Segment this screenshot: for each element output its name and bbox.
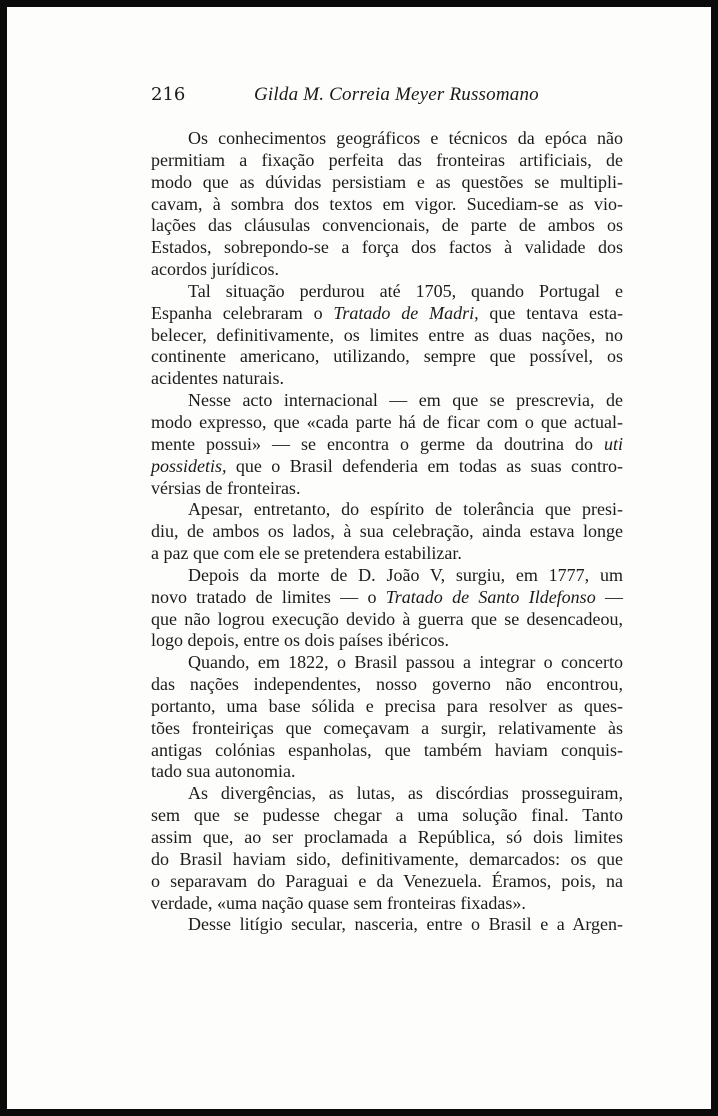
text-line: possidetis, que o Brasil defenderia em todas as suas contro- [151,455,623,476]
text-line: permitiam a fixação perfeita das fronteiras artificiais, de [151,149,623,170]
italic-term: Tratado de Madri, [333,302,479,323]
text-line: cavam, à sombra dos textos em vigor. Sucediam-se as vio- [151,193,623,214]
paragraph [151,652,623,783]
text-line: novo tratado de limites — o Tratado de Santo Ildefonso — [151,586,624,607]
paragraph [151,565,623,652]
paragraph [151,281,623,390]
text-line: Desse litígio secular, nasceria, entre o Brasil e a Argen- [188,914,623,935]
text-line: a paz que com ele se pretendera estabilizar. [151,543,462,564]
text-line: Estados, sobrepondo-se a força dos factos à validade dos [151,237,623,258]
italic-term: Tratado de Santo Ildefonso [385,586,596,607]
text-line: Apesar, entretanto, do espírito de tolerância que presi- [188,499,623,520]
body-text [151,128,623,936]
text-line: o separavam do Paraguai e da Venezuela. Éramos, pois, na [151,870,623,891]
text-line: acidentes naturais. [151,368,284,389]
text-line: modo expresso, que «cada parte há de ficar com o que actual- [151,411,623,432]
text-line: lações das cláusulas convencionais, de parte de ambos os [151,215,623,236]
text-line: Quando, em 1822, o Brasil passou a integrar o concerto [188,652,623,673]
italic-term: uti [603,433,623,454]
italic-term: possidetis, [151,455,227,476]
page-number: 216 [151,84,186,105]
text-line: vérsias de fronteiras. [151,477,301,498]
text-line: tado sua autonomia. [151,761,296,782]
text-line: belecer, definitivamente, os limites entre as duas nações, no [151,324,623,345]
text-line: das nações independentes, nosso governo não encontrou, [151,674,623,695]
paragraph [151,914,623,936]
text-line: sem que se pudesse chegar a uma solução final. Tanto [151,805,623,826]
text-line: assim que, ao ser proclamada a República, só dois limites [151,827,623,847]
paragraph [151,390,623,499]
running-head-author: Gilda M. Correia Meyer Russomano [254,84,539,105]
text-line: mente possui» — se encontra o germe da doutrina do uti [151,433,623,454]
text-line: tões fronteiriças que começavam a surgir, relativamente às [151,717,623,738]
text-line: logo depois, entre os dois países ibéricos. [151,630,449,651]
paragraph [151,499,623,565]
text-line: diu, de ambos os lados, à sua celebração, ainda estava longe [151,521,623,542]
text-line: acordos jurídicos. [151,259,279,280]
text-line: modo que as dúvidas persistiam e as questões se multipli- [151,171,623,192]
text-line: Os conhecimentos geográficos e técnicos da epóca não [188,128,623,148]
text-line: Tal situação perdurou até 1705, quando Portugal e [188,280,623,301]
paragraph [151,128,623,281]
text-line: do Brasil haviam sido, definitivamente, demarcados: os que [151,848,623,869]
text-line: Depois da morte de D. João V, surgiu, em 1777, um [188,564,623,585]
text-line: que não logrou execução devido à guerra que se desencadeou, [151,608,623,629]
paragraph [151,783,623,914]
text-line: As divergências, as lutas, as discórdias prosseguiram, [188,783,623,804]
text-line: verdade, «uma nação quase sem fronteiras fixadas». [151,892,526,913]
text-line: Espanha celebraram o Tratado de Madri, que tentava esta- [151,302,623,323]
text-line: continente americano, utilizando, sempre que possível, os [151,346,623,367]
text-line: portanto, uma base sólida e precisa para resolver as ques- [151,695,623,716]
text-line: Nesse acto internacional — em que se prescrevia, de [188,390,623,411]
text-line: antigas colónias espanholas, que também haviam conquis- [151,739,623,760]
